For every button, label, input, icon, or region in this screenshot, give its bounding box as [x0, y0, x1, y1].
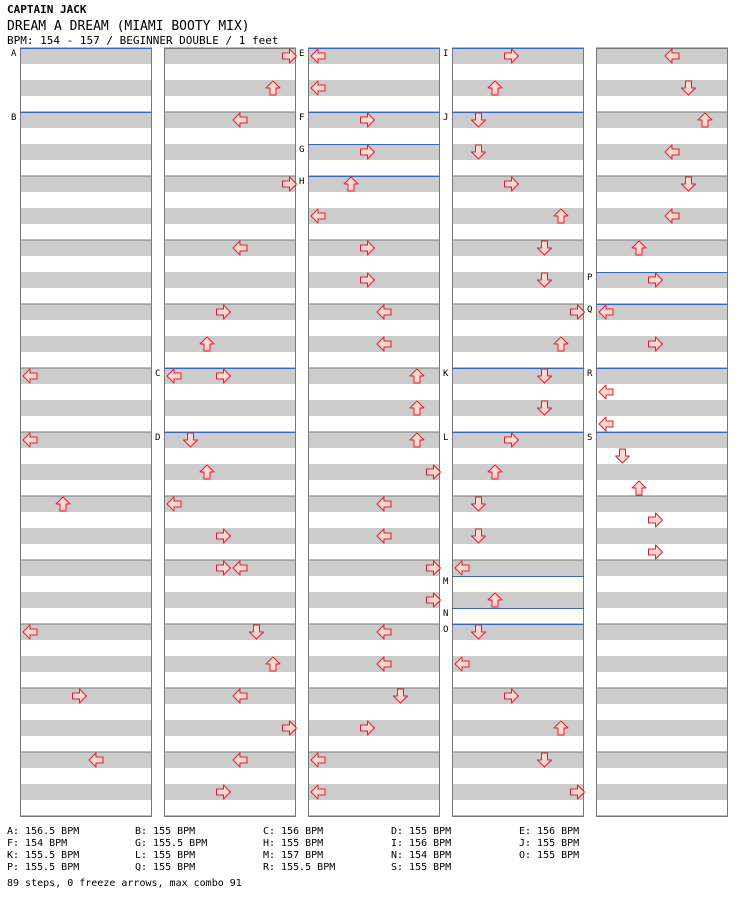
bpm-marker-label: D — [155, 433, 161, 443]
beat-stripe — [164, 464, 296, 480]
beat-stripe — [596, 400, 728, 416]
beat-stripe — [20, 464, 152, 480]
bpm-legend-entry: G: 155.5 BPM — [135, 838, 208, 849]
bpm-marker-label: E — [299, 49, 305, 59]
beat-stripe — [308, 592, 440, 608]
bpm-marker-label: R — [587, 369, 593, 379]
beat-stripe — [20, 656, 152, 672]
beat-stripe — [164, 336, 296, 352]
bpm-legend-entry: P: 155.5 BPM — [7, 862, 80, 873]
beat-stripe — [308, 784, 440, 800]
bpm-legend-entry: H: 155 BPM — [263, 838, 324, 849]
beat-stripe — [164, 240, 296, 256]
beat-stripe — [20, 592, 152, 608]
beat-stripe — [164, 720, 296, 736]
bpm-legend-entry: C: 156 BPM — [263, 826, 324, 837]
bpm-legend-entry: L: 155 BPM — [135, 850, 196, 861]
chart-column — [308, 48, 440, 817]
beat-stripe — [308, 336, 440, 352]
bpm-legend-entry: F: 154 BPM — [7, 838, 68, 849]
beat-stripe — [164, 176, 296, 192]
beat-stripe — [164, 688, 296, 704]
bpm-legend-entry: E: 156 BPM — [519, 826, 580, 837]
beat-stripe — [20, 368, 152, 384]
beat-stripe — [20, 752, 152, 768]
bpm-marker-label: L — [443, 433, 449, 443]
bpm-legend-entry: M: 157 BPM — [263, 850, 324, 861]
beat-stripe — [308, 176, 440, 192]
beat-stripe — [452, 560, 584, 576]
beat-stripe — [20, 112, 152, 128]
beat-stripe — [452, 656, 584, 672]
beat-stripe — [308, 80, 440, 96]
beat-stripe — [308, 560, 440, 576]
beat-stripe — [20, 208, 152, 224]
beat-stripe — [20, 144, 152, 160]
bpm-legend-entry: I: 156 BPM — [391, 838, 452, 849]
beat-stripe — [164, 48, 296, 64]
beat-stripe — [20, 560, 152, 576]
beat-stripe — [596, 624, 728, 640]
beat-stripe — [596, 368, 728, 384]
beat-stripe — [164, 208, 296, 224]
beat-stripe — [596, 48, 728, 64]
beat-stripe — [596, 560, 728, 576]
beat-stripe — [308, 304, 440, 320]
beat-stripe — [596, 528, 728, 544]
beat-stripe — [20, 784, 152, 800]
beat-stripe — [164, 144, 296, 160]
beat-stripe — [452, 272, 584, 288]
beat-stripe — [20, 400, 152, 416]
bpm-marker-label: N — [443, 609, 449, 619]
bpm-legend-entry: N: 154 BPM — [391, 850, 452, 861]
beat-stripe — [308, 688, 440, 704]
beat-stripe — [20, 528, 152, 544]
beat-stripe — [308, 752, 440, 768]
beat-stripe — [596, 208, 728, 224]
beat-stripe — [20, 432, 152, 448]
beat-stripe — [596, 432, 728, 448]
beat-stripe — [596, 240, 728, 256]
bpm-marker-label: S — [587, 433, 593, 443]
beat-stripe — [20, 48, 152, 64]
bpm-marker-label: B — [11, 113, 17, 123]
beat-stripe — [596, 144, 728, 160]
beat-stripe — [596, 784, 728, 800]
beat-stripe — [164, 112, 296, 128]
beat-stripe — [20, 720, 152, 736]
beat-stripe — [20, 272, 152, 288]
beat-stripe — [164, 752, 296, 768]
beat-stripe — [596, 656, 728, 672]
beat-stripe — [308, 624, 440, 640]
beat-stripe — [596, 304, 728, 320]
beat-stripe — [164, 496, 296, 512]
bpm-legend-entry: Q: 155 BPM — [135, 862, 196, 873]
bpm-legend-entry: J: 155 BPM — [519, 838, 580, 849]
step-summary: 89 steps, 0 freeze arrows, max combo 91 — [7, 878, 242, 889]
bpm-legend-entry: D: 155 BPM — [391, 826, 452, 837]
bpm-marker-label: J — [443, 113, 449, 123]
beat-stripe — [452, 368, 584, 384]
song-title: DREAM A DREAM (MIAMI BOOTY MIX) — [7, 19, 250, 34]
beat-stripe — [308, 656, 440, 672]
beat-stripe — [452, 784, 584, 800]
beat-stripe — [20, 336, 152, 352]
bpm-marker-label: G — [299, 145, 305, 155]
beat-stripe — [596, 592, 728, 608]
beat-stripe — [596, 464, 728, 480]
chart-info: BPM: 154 - 157 / BEGINNER DOUBLE / 1 feet — [7, 34, 279, 47]
beat-stripe — [596, 720, 728, 736]
bpm-marker-label: H — [299, 177, 305, 187]
beat-stripe — [452, 752, 584, 768]
beat-stripe — [308, 528, 440, 544]
bpm-legend-entry: K: 155.5 BPM — [7, 850, 80, 861]
bpm-legend-entry: B: 155 BPM — [135, 826, 196, 837]
bpm-marker-label: K — [443, 369, 449, 379]
bpm-marker-label: O — [443, 625, 449, 635]
beat-stripe — [20, 240, 152, 256]
beat-stripe — [20, 496, 152, 512]
beat-stripe — [164, 400, 296, 416]
beat-stripe — [452, 592, 584, 608]
bpm-marker-label: I — [443, 49, 449, 59]
beat-stripe — [308, 48, 440, 64]
beat-stripe — [308, 208, 440, 224]
artist-name: CAPTAIN JACK — [7, 3, 87, 16]
beat-stripe — [308, 496, 440, 512]
beat-stripe — [164, 624, 296, 640]
beat-stripe — [164, 592, 296, 608]
bpm-legend-entry: O: 155 BPM — [519, 850, 580, 861]
bpm-marker-label: A — [11, 49, 17, 59]
bpm-marker-label: Q — [587, 305, 593, 315]
beat-stripe — [452, 304, 584, 320]
bpm-legend-entry: S: 155 BPM — [391, 862, 452, 873]
beat-stripe — [596, 688, 728, 704]
beat-stripe — [596, 80, 728, 96]
bpm-marker-label: M — [443, 577, 449, 587]
bpm-legend-entry: A: 156.5 BPM — [7, 826, 80, 837]
beat-stripe — [164, 272, 296, 288]
bpm-marker-label: F — [299, 113, 305, 123]
beat-stripe — [20, 304, 152, 320]
beat-stripe — [452, 240, 584, 256]
chart-column — [20, 48, 152, 817]
beat-stripe — [452, 400, 584, 416]
beat-stripe — [20, 80, 152, 96]
beat-stripe — [20, 624, 152, 640]
beat-stripe — [596, 752, 728, 768]
beat-stripe — [20, 176, 152, 192]
bpm-marker-label: C — [155, 369, 161, 379]
bpm-marker-label: P — [587, 273, 593, 283]
beat-stripe — [452, 464, 584, 480]
beat-stripe — [308, 464, 440, 480]
beat-stripe — [452, 80, 584, 96]
bpm-legend-entry: R: 155.5 BPM — [263, 862, 336, 873]
beat-stripe — [596, 496, 728, 512]
beat-stripe — [596, 176, 728, 192]
